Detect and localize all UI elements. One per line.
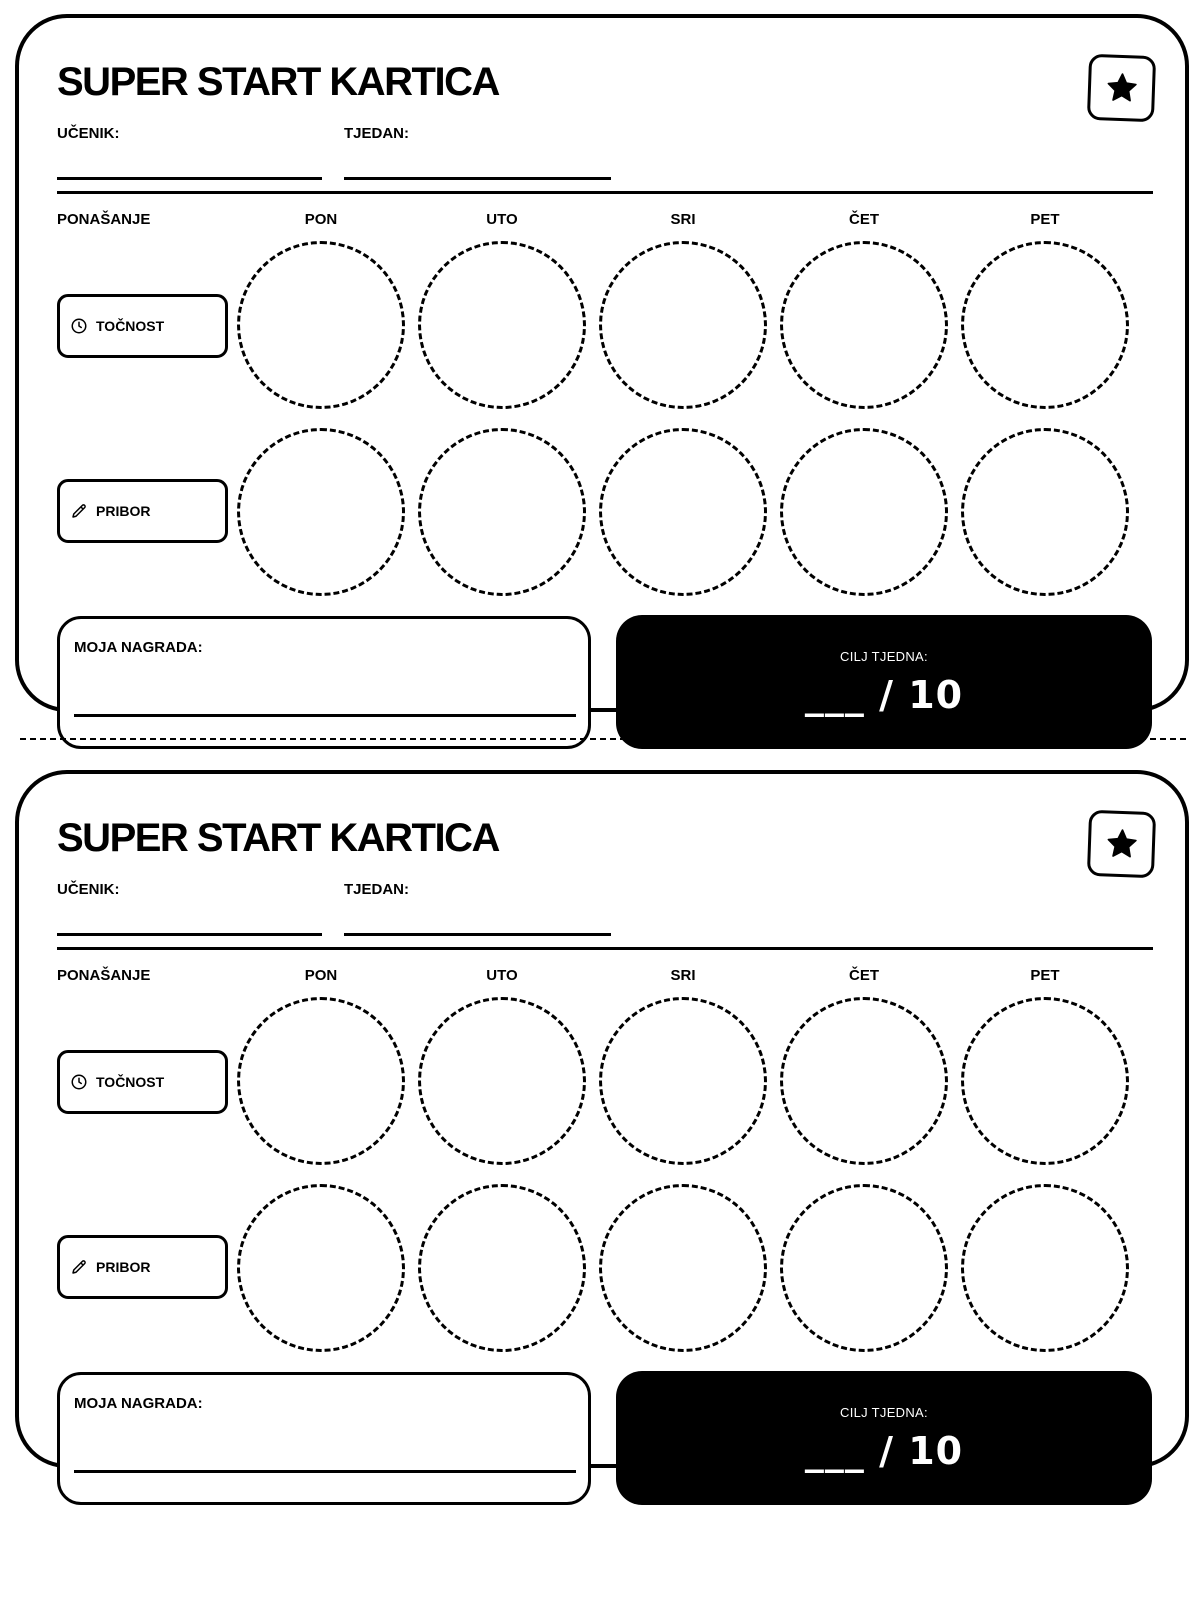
sticker-slot-pribor-sri[interactable] <box>599 428 767 596</box>
sticker-slot-pribor-cet[interactable] <box>780 428 948 596</box>
sticker-slot-tocnost-sri[interactable] <box>599 997 767 1165</box>
day-label-uto: UTO <box>486 967 518 984</box>
day-label-cet: ČET <box>849 211 879 228</box>
goal-label: CILJ TJEDNA: <box>840 649 928 664</box>
reward-box <box>57 616 591 749</box>
sticker-slot-tocnost-pet[interactable] <box>961 241 1129 409</box>
day-label-pon: PON <box>304 211 338 228</box>
reward-label: MOJA NAGRADA: <box>74 639 203 656</box>
star-card-2 <box>15 770 1189 1473</box>
header-divider <box>57 191 1153 194</box>
sticker-slot-tocnost-uto[interactable] <box>418 997 586 1165</box>
student-name-line[interactable] <box>57 933 322 936</box>
behavior-tag-pribor <box>57 479 228 543</box>
day-label-cet: ČET <box>849 967 879 984</box>
sticker-slot-tocnost-cet[interactable] <box>780 241 948 409</box>
clock-icon <box>70 1073 88 1091</box>
sticker-slot-tocnost-sri[interactable] <box>599 241 767 409</box>
clock-icon <box>70 317 88 335</box>
day-label-pet: PET <box>1030 211 1060 228</box>
goal-label: CILJ TJEDNA: <box>840 1405 928 1420</box>
sticker-slot-tocnost-cet[interactable] <box>780 997 948 1165</box>
week-line[interactable] <box>344 177 611 180</box>
sticker-slot-pribor-uto[interactable] <box>418 1184 586 1352</box>
behavior-label: TOČNOST <box>96 1074 165 1090</box>
star-badge <box>1087 810 1156 878</box>
sticker-slot-pribor-pet[interactable] <box>961 1184 1129 1352</box>
sticker-slot-pribor-cet[interactable] <box>780 1184 948 1352</box>
sticker-slot-tocnost-uto[interactable] <box>418 241 586 409</box>
reward-line[interactable] <box>74 714 576 717</box>
cut-line <box>20 738 1186 740</box>
day-label-sri: SRI <box>670 967 696 984</box>
sticker-slot-pribor-pet[interactable] <box>961 428 1129 596</box>
sticker-slot-tocnost-pon[interactable] <box>237 241 405 409</box>
student-name-line[interactable] <box>57 177 322 180</box>
card-title: SUPER START KARTICA <box>57 816 499 860</box>
goal-value[interactable]: ___ / 10 <box>804 1429 964 1473</box>
pencil-icon <box>70 1258 88 1276</box>
pencil-icon <box>70 502 88 520</box>
star-icon <box>1104 826 1139 861</box>
sticker-slot-pribor-pon[interactable] <box>237 428 405 596</box>
day-label-uto: UTO <box>486 211 518 228</box>
goal-box <box>616 615 1152 749</box>
sticker-slot-pribor-uto[interactable] <box>418 428 586 596</box>
student-label: UČENIK: <box>57 881 120 898</box>
behavior-label: PRIBOR <box>96 1259 151 1275</box>
star-icon <box>1104 70 1139 105</box>
header-divider <box>57 947 1153 950</box>
behavior-header: PONAŠANJE <box>57 967 151 984</box>
reward-line[interactable] <box>74 1470 576 1473</box>
week-label: TJEDAN: <box>344 125 410 142</box>
sticker-slot-pribor-sri[interactable] <box>599 1184 767 1352</box>
day-label-pon: PON <box>304 967 338 984</box>
behavior-label: PRIBOR <box>96 503 151 519</box>
behavior-header: PONAŠANJE <box>57 211 151 228</box>
card-title: SUPER START KARTICA <box>57 60 499 104</box>
behavior-tag-tocnost <box>57 294 228 358</box>
sticker-slot-pribor-pon[interactable] <box>237 1184 405 1352</box>
sticker-slot-tocnost-pon[interactable] <box>237 997 405 1165</box>
day-label-pet: PET <box>1030 967 1060 984</box>
week-label: TJEDAN: <box>344 881 410 898</box>
reward-box <box>57 1372 591 1505</box>
goal-value[interactable]: ___ / 10 <box>804 673 964 717</box>
student-label: UČENIK: <box>57 125 120 142</box>
behavior-tag-pribor <box>57 1235 228 1299</box>
reward-label: MOJA NAGRADA: <box>74 1395 203 1412</box>
star-badge <box>1087 54 1156 122</box>
goal-box <box>616 1371 1152 1505</box>
behavior-label: TOČNOST <box>96 318 165 334</box>
day-label-sri: SRI <box>670 211 696 228</box>
behavior-tag-tocnost <box>57 1050 228 1114</box>
sticker-slot-tocnost-pet[interactable] <box>961 997 1129 1165</box>
star-card-1 <box>15 14 1189 717</box>
week-line[interactable] <box>344 933 611 936</box>
